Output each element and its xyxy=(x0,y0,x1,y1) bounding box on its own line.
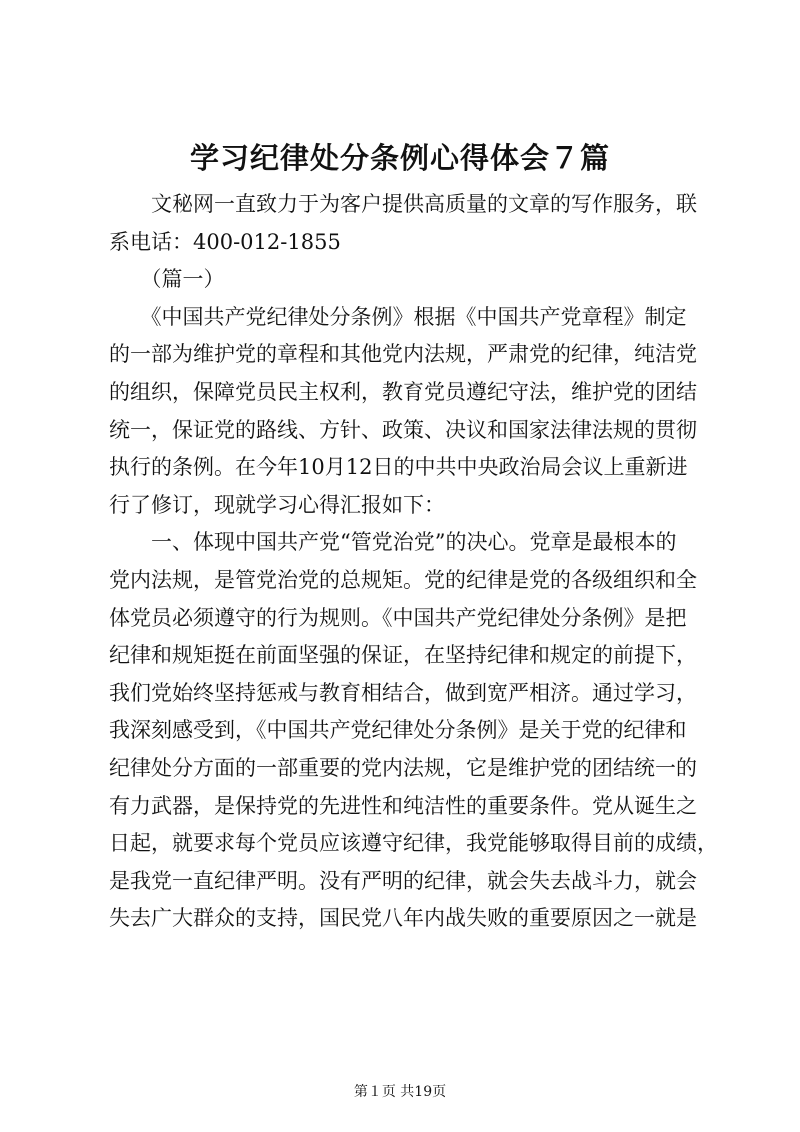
body-line: 是我党一直纪律严明。没有严明的纪律，就会失去战斗力，就会 xyxy=(109,868,697,893)
body-line: 《中国共产党纪律处分条例》根据《中国共产党章程》制定 xyxy=(109,304,687,329)
body-line: 文秘网一直致力于为客户提供高质量的文章的写作服务，联 xyxy=(109,192,697,216)
body-line: 执行的条例。在今年10月12日的中共中央政治局会议上重新进 xyxy=(109,455,688,480)
body-line: 纪律处分方面的一部重要的党内法规，它是维护党的团结统一的 xyxy=(109,755,697,780)
body-line: 系电话：400-012-1855 xyxy=(109,229,341,254)
body-line: 党内法规，是管党治党的总规矩。党的纪律是党的各级组织和全 xyxy=(109,567,697,592)
body-line: 失去广大群众的支持，国民党八年内战失败的重要原因之一就是 xyxy=(109,906,697,931)
body-line: 有力武器，是保持党的先进性和纯洁性的重要条件。党从诞生之 xyxy=(109,793,697,818)
body-line: 日起，就要求每个党员应该遵守纪律，我党能够取得目前的成绩， xyxy=(109,831,718,856)
body-line: 我们党始终坚持惩戒与教育相结合，做到宽严相济。通过学习， xyxy=(109,680,697,705)
body-line: 体党员必须遵守的行为规则。《中国共产党纪律处分条例》是把 xyxy=(109,605,687,630)
body-line: 统一，保证党的路线、方针、政策、决议和国家法律法规的贯彻 xyxy=(109,417,697,442)
body-line: 一、体现中国共产党“管党治党”的决心。党章是最根本的 xyxy=(109,530,677,555)
page-number-footer: 第１页 共19页 xyxy=(353,1084,447,1100)
body-line: 的组织，保障党员民主权利，教育党员遵纪守法，维护党的团结 xyxy=(109,379,697,404)
document-body xyxy=(109,186,718,938)
document-title: 学习纪律处分条例心得体会７篇 xyxy=(189,141,610,175)
body-line: 的一部为维护党的章程和其他党内法规，严肃党的纪律，纯洁党 xyxy=(109,342,697,367)
body-line: 纪律和规矩挺在前面坚强的保证，在坚持纪律和规定的前提下， xyxy=(109,643,697,668)
body-line: 我深刻感受到，《中国共产党纪律处分条例》是关于党的纪律和 xyxy=(109,718,687,743)
body-line: 行了修订，现就学习心得汇报如下： xyxy=(109,492,445,517)
body-line: （篇一） xyxy=(109,267,225,292)
